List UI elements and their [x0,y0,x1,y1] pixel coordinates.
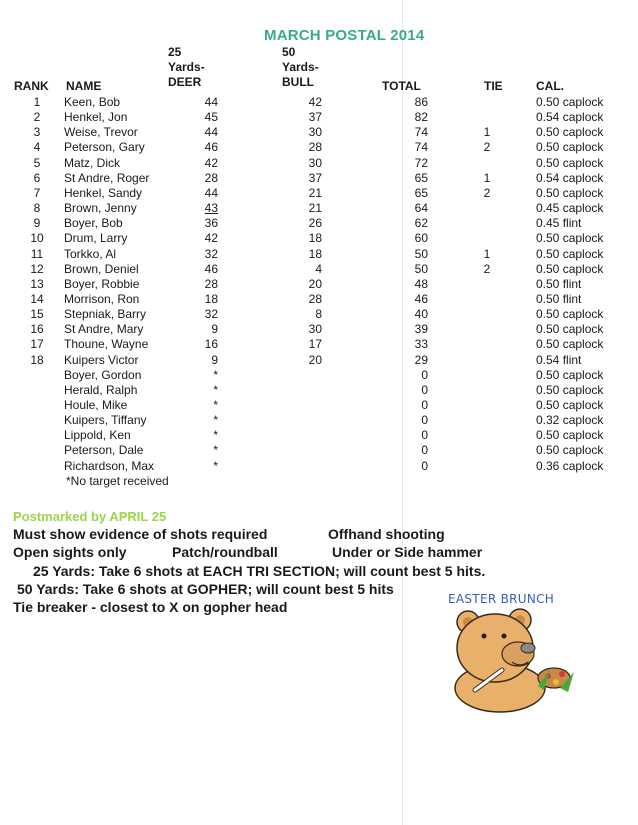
table-row [0,186,638,201]
rule-offhand: Offhand shooting [328,526,445,542]
table-row [0,322,638,337]
cell-name: Kuipers Victor [64,352,139,367]
cell-deer: * [213,413,218,428]
cell-rank: 1 [33,95,41,109]
cell-name: Houle, Mike [64,398,128,412]
rule-hammer: Under or Side hammer [332,544,483,560]
cell-cal: 0.50 flint [536,291,582,306]
cell-total: 0 [421,458,428,473]
cell-total: 46 [414,291,428,306]
cell-name: Weise, Trevor [64,125,138,140]
cell-total: 86 [414,95,428,109]
header-rank: RANK [14,79,49,93]
cell-total: 60 [414,231,428,246]
table-row [0,125,638,140]
cell-rank: 6 [33,170,41,185]
cell-bull: 37 [308,110,322,125]
cell-cal: 0.50 caplock [536,95,604,109]
cell-name: St Andre, Roger [64,170,150,185]
cell-rank: 5 [33,155,41,170]
cell-deer: 9 [211,352,218,367]
cell-deer: 32 [204,246,218,261]
cell-deer: * [213,458,218,473]
table-row [0,307,638,322]
cell-total: 0 [421,382,428,397]
cell-rank: 7 [33,185,41,200]
cell-deer: 16 [204,337,218,352]
header-bull [282,45,319,90]
cell-total: 29 [414,352,428,367]
cell-rank: 16 [30,322,44,337]
cell-total: 33 [414,337,428,352]
cell-bull: 30 [308,322,322,337]
cell-cal: 0.36 caplock [536,458,604,473]
cell-rank: 14 [30,291,44,306]
table-row [0,368,638,383]
cell-name: Matz, Dick [64,155,121,170]
cell-name: Thoune, Wayne [64,337,149,352]
cell-cal: 0.50 caplock [536,246,604,261]
cell-cal: 0.32 caplock [536,413,604,428]
cell-name: Henkel, Jon [64,110,128,125]
rule-25-yards: 25 Yards: Take 6 shots at EACH TRI SECTION; will count best 5 hits. [33,563,486,579]
cell-cal: 0.50 caplock [536,382,604,397]
postmark-deadline: Postmarked by APRIL 25 [13,509,167,524]
table-row [0,383,638,398]
cell-name: Kuipers, Tiffany [64,413,147,428]
cell-name: Keen, Bob [64,95,121,109]
cell-cal: 0.50 caplock [536,337,604,352]
cell-cal: 0.50 flint [536,276,582,291]
cell-deer: 46 [204,140,218,155]
cell-cal: 0.45 caplock [536,201,604,216]
cell-name: Boyer, Bob [64,216,123,231]
cell-deer: 32 [204,307,218,322]
header-tie: TIE [484,79,503,93]
cell-rank: 11 [30,246,44,261]
header-bull-yards: Yards- [282,60,319,74]
cell-deer: * [213,367,218,382]
cell-total: 40 [414,307,428,322]
cell-bull: 42 [308,95,322,109]
cell-bull: 17 [308,337,322,352]
cell-rank: 4 [33,140,41,155]
table-row [0,95,638,110]
cell-total: 0 [421,398,428,412]
cell-bull: 20 [308,352,322,367]
cell-cal: 0.50 caplock [536,398,604,412]
cell-bull: 21 [308,185,322,200]
cell-tie: 2 [483,261,491,276]
cell-cal: 0.54 flint [536,352,582,367]
rule-tie-breaker: Tie breaker - closest to X on gopher head [13,599,288,615]
cell-deer: 45 [204,110,218,125]
cell-cal: 0.50 caplock [536,322,604,337]
table-row [0,353,638,368]
cell-total: 65 [414,170,428,185]
header-deer-yards: Yards- [168,60,205,74]
cell-total: 0 [421,367,428,382]
cell-rank: 18 [30,352,44,367]
cell-rank: 17 [30,337,44,352]
cell-deer: 46 [204,261,218,276]
cell-bull: 30 [308,155,322,170]
table-row [0,262,638,277]
table-row [0,428,638,443]
cell-deer: * [213,382,218,397]
cell-deer: 44 [204,185,218,200]
table-row [0,171,638,186]
cell-rank: 10 [30,231,44,246]
cell-total: 0 [421,428,428,443]
cell-bull: 28 [308,291,322,306]
table-row [0,156,638,171]
cell-rank: 15 [30,307,44,322]
rule-open-sights: Open sights only [13,544,127,560]
bear-clipart [440,600,590,715]
table-row [0,398,638,413]
footnote: *No target received [66,474,169,488]
cell-bull: 18 [308,231,322,246]
cell-total: 50 [414,246,428,261]
cell-bull: 20 [308,276,322,291]
cell-name: Stepniak, Barry [64,307,147,322]
cell-total: 74 [414,140,428,155]
rule-50-yards: 50 Yards: Take 6 shots at GOPHER; will count best 5 hits [17,581,394,597]
cell-deer: * [213,428,218,443]
cell-name: Richardson, Max [64,458,155,473]
table-row [0,247,638,262]
header-deer-distance: 25 [168,45,182,59]
cell-deer: 44 [204,125,218,140]
cell-bull: 28 [308,140,322,155]
cell-cal: 0.50 caplock [536,367,604,382]
cell-rank: 9 [33,216,41,231]
cell-cal: 0.50 caplock [536,185,604,200]
cell-tie: 2 [483,140,491,155]
cell-name: Drum, Larry [64,231,128,246]
table-row [0,216,638,231]
cell-bull: 26 [308,216,322,231]
cell-total: 82 [414,110,428,125]
header-name: NAME [66,79,102,93]
cell-deer: 28 [204,276,218,291]
cell-rank: 8 [33,201,41,216]
cell-bull: 4 [315,261,322,276]
cell-rank: 12 [30,261,44,276]
cell-cal: 0.50 caplock [536,428,604,443]
cell-total: 0 [421,413,428,428]
cell-deer: 42 [204,231,218,246]
cell-name: Henkel, Sandy [64,185,143,200]
table-row [0,277,638,292]
header-deer-target: DEER [168,75,202,89]
table-row [0,292,638,307]
cell-deer: 28 [204,170,218,185]
cell-rank: 3 [33,125,41,140]
cell-name: Peterson, Gary [64,140,145,155]
cell-name: Brown, Jenny [64,201,137,216]
page-title: MARCH POSTAL 2014 [264,27,425,44]
header-total: TOTAL [382,79,421,93]
cell-bull: 18 [308,246,322,261]
table-row [0,459,638,474]
cell-cal: 0.50 caplock [536,125,604,140]
cell-rank: 13 [30,276,44,291]
cell-bull: 37 [308,170,322,185]
cell-cal: 0.50 caplock [536,261,604,276]
cell-name: Torkko, Al [64,246,117,261]
table-row [0,110,638,125]
cell-deer: * [213,398,218,412]
cell-total: 74 [414,125,428,140]
cell-total: 72 [414,155,428,170]
table-row [0,413,638,428]
header-cal: CAL. [536,79,564,93]
cell-name: Morrison, Ron [64,291,140,306]
cell-cal: 0.50 caplock [536,140,604,155]
cell-deer: 9 [211,322,218,337]
cell-total: 48 [414,276,428,291]
cell-total: 50 [414,261,428,276]
cell-tie: 1 [483,125,491,140]
table-row [0,337,638,352]
cell-deer: 43 [204,201,218,216]
cell-name: Lippold, Ken [64,428,131,443]
cell-name: Herald, Ralph [64,382,138,397]
cell-cal: 0.50 caplock [536,231,604,246]
cell-cal: 0.50 caplock [536,443,604,458]
cell-cal: 0.54 caplock [536,110,604,125]
cell-tie: 1 [483,246,491,261]
cell-deer: 42 [204,155,218,170]
rule-evidence: Must show evidence of shots required [13,526,268,542]
cell-name: Brown, Deniel [64,261,139,276]
clipart-caption: EASTER BRUNCH [448,592,555,606]
cell-cal: 0.54 caplock [536,170,604,185]
cell-deer: 18 [204,291,218,306]
table-row [0,231,638,246]
cell-total: 64 [414,201,428,216]
cell-total: 0 [421,443,428,458]
rule-patch: Patch/roundball [172,544,278,560]
cell-bull: 8 [315,307,322,322]
cell-bull: 30 [308,125,322,140]
cell-cal: 0.50 caplock [536,307,604,322]
table-row [0,443,638,458]
table-row [0,201,638,216]
header-deer [168,45,205,90]
cell-cal: 0.45 flint [536,216,582,231]
header-bull-distance: 50 [282,45,296,59]
cell-bull: 21 [308,201,322,216]
cell-name: Peterson, Dale [64,443,144,458]
table-row [0,140,638,155]
header-bull-target: BULL [282,75,314,89]
cell-rank: 2 [33,110,41,125]
cell-total: 62 [414,216,428,231]
cell-tie: 1 [483,170,491,185]
cell-total: 39 [414,322,428,337]
cell-name: Boyer, Gordon [64,367,142,382]
cell-deer: 36 [204,216,218,231]
cell-name: St Andre, Mary [64,322,144,337]
cell-name: Boyer, Robbie [64,276,140,291]
cell-deer: * [213,443,218,458]
cell-tie: 2 [483,185,491,200]
cell-cal: 0.50 caplock [536,155,604,170]
cell-deer: 44 [204,95,218,109]
cell-total: 65 [414,185,428,200]
